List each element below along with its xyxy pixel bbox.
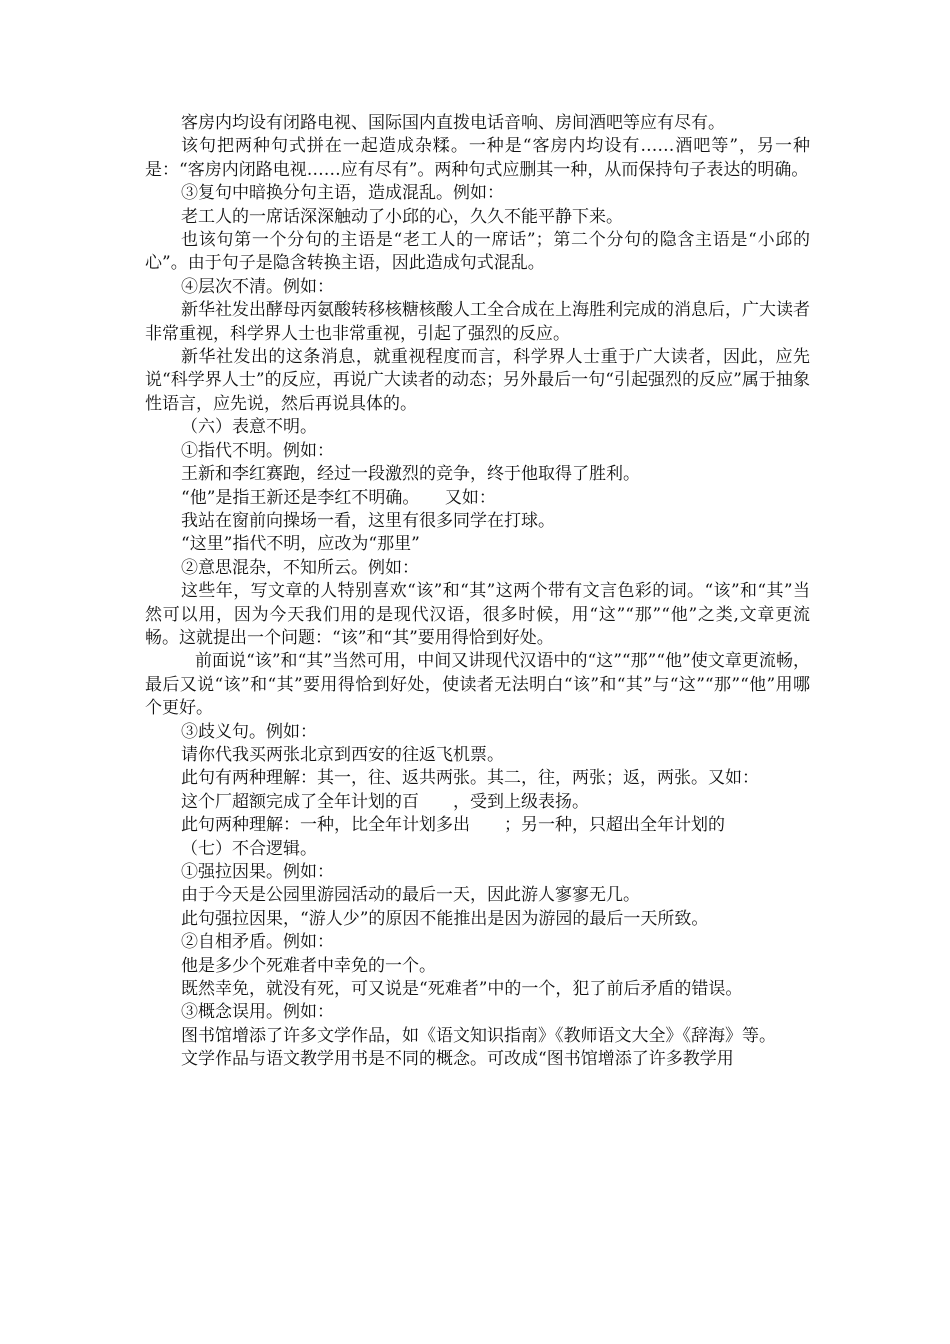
paragraph-explanation: 此句有两种理解：其一，往、返共两张。其二，往，两张；返，两张。又如： xyxy=(181,768,759,789)
section-heading: （六）表意不明。 xyxy=(181,417,317,438)
paragraph-heading: ③复句中暗换分句主语，造成混乱。例如： xyxy=(181,183,504,204)
paragraph-example-sentence: 我站在窗前向操场一看，这里有很多同学在打球。 xyxy=(181,510,555,531)
paragraph-explanation: “这里”指代不明，应改为“那里” xyxy=(181,534,420,555)
paragraph-heading: ③概念误用。例如： xyxy=(181,1002,334,1023)
paragraph-example-sentence: 由于今天是公园里游园活动的最后一天，因此游人寥寥无几。 xyxy=(181,885,640,906)
section-heading: （七）不合逻辑。 xyxy=(181,838,317,859)
paragraph-explanation: 新华社发出的这条消息，就重视程度而言，科学界人士重于广大读者，因此，应先说“科学界人士”的反应，再说广大读者的动态；另外最后一句“引起强烈的反应”属于抽象性语言，应先说，然后再说具体的。 xyxy=(145,347,810,414)
paragraph-explanation: 该句把两种句式拼在一起造成杂糅。一种是“客房内均设有……酒吧等”，另一种是：“客房内闭路电视……应有尽有”。两种句式应删其一种，从而保持句子表达的明确。 xyxy=(145,136,810,180)
paragraph-explanation: 文学作品与语文教学用书是不同的概念。可改成“图书馆增添了许多教学用 xyxy=(181,1049,734,1070)
paragraph-explanation: “他”是指王新还是李红不明确。 又如： xyxy=(181,487,496,508)
paragraph-example-sentence: 这个厂超额完成了全年计划的百 ，受到上级表扬。 xyxy=(181,791,589,812)
paragraph-example-sentence: 请你代我买两张北京到西安的往返飞机票。 xyxy=(181,744,504,765)
paragraph-explanation: 此句两种理解：一种，比全年计划多出 ；另一种，只超出全年计划的 xyxy=(181,815,725,836)
paragraph-heading: ②意思混杂，不知所云。例如： xyxy=(181,557,419,578)
paragraph-example-sentence: 新华社发出酵母丙氨酸转移核糖核酸人工全合成在上海胜利完成的消息后，广大读者非常重视，科学界人士也非常重视，引起了强烈的反应。 xyxy=(145,300,810,344)
paragraph-example-sentence: 王新和李红赛跑，经过一段激烈的竞争，终于他取得了胜利。 xyxy=(181,464,640,485)
paragraph-example-sentence: 这些年，写文章的人特别喜欢“该”和“其”这两个带有文言色彩的词。“该”和“其”当然可以用，因为今天我们用的是现代汉语，很多时候，用“这”“那”“他”之类,文章更流畅。这就提出一个问题：“该”和“其”要用得恰到好处。 xyxy=(145,581,810,648)
paragraph-heading: ①强拉因果。例如： xyxy=(181,862,334,882)
paragraph-explanation: 此句强拉因果，“游人少”的原因不能推出是因为游园的最后一天所致。 xyxy=(181,908,709,929)
document-body xyxy=(145,112,810,1072)
paragraph-example-sentence: 老工人的一席话深深触动了小邱的心，久久不能平静下来。 xyxy=(181,206,623,227)
paragraph-heading: ③歧义句。例如： xyxy=(181,721,317,742)
paragraph-example-sentence: 客房内均设有闭路电视、国际国内直拨电话音响、房间酒吧等应有尽有。 xyxy=(181,113,725,133)
paragraph-heading: ①指代不明。例如： xyxy=(181,440,334,461)
paragraph-example-sentence: 他是多少个死难者中幸免的一个。 xyxy=(181,955,436,976)
paragraph-heading: ②自相矛盾。例如： xyxy=(181,932,334,953)
paragraph-heading: ④层次不清。例如： xyxy=(181,276,334,297)
paragraph-explanation: 前面说“该”和“其”当然可用，中间又讲现代汉语中的“这”“那”“他”使文章更流畅，最后又说“该”和“其”要用得恰到好处，使读者无法明白“该”和“其”与“这”“那”“他”用哪个更好。 xyxy=(145,651,810,719)
paragraph-explanation: 既然幸免，就没有死，可又说是“死难者”中的一个，犯了前后矛盾的错误。 xyxy=(181,979,743,1000)
paragraph-explanation: 也该句第一个分句的主语是“老工人的一席话”；第二个分句的隐含主语是“小邱的心”。由于句子是隐含转换主语，因此造成句式混乱。 xyxy=(145,230,810,274)
paragraph-example-sentence: 图书馆增添了许多文学作品，如《语文知识指南》《教师语文大全》《辞海》等。 xyxy=(181,1025,776,1046)
